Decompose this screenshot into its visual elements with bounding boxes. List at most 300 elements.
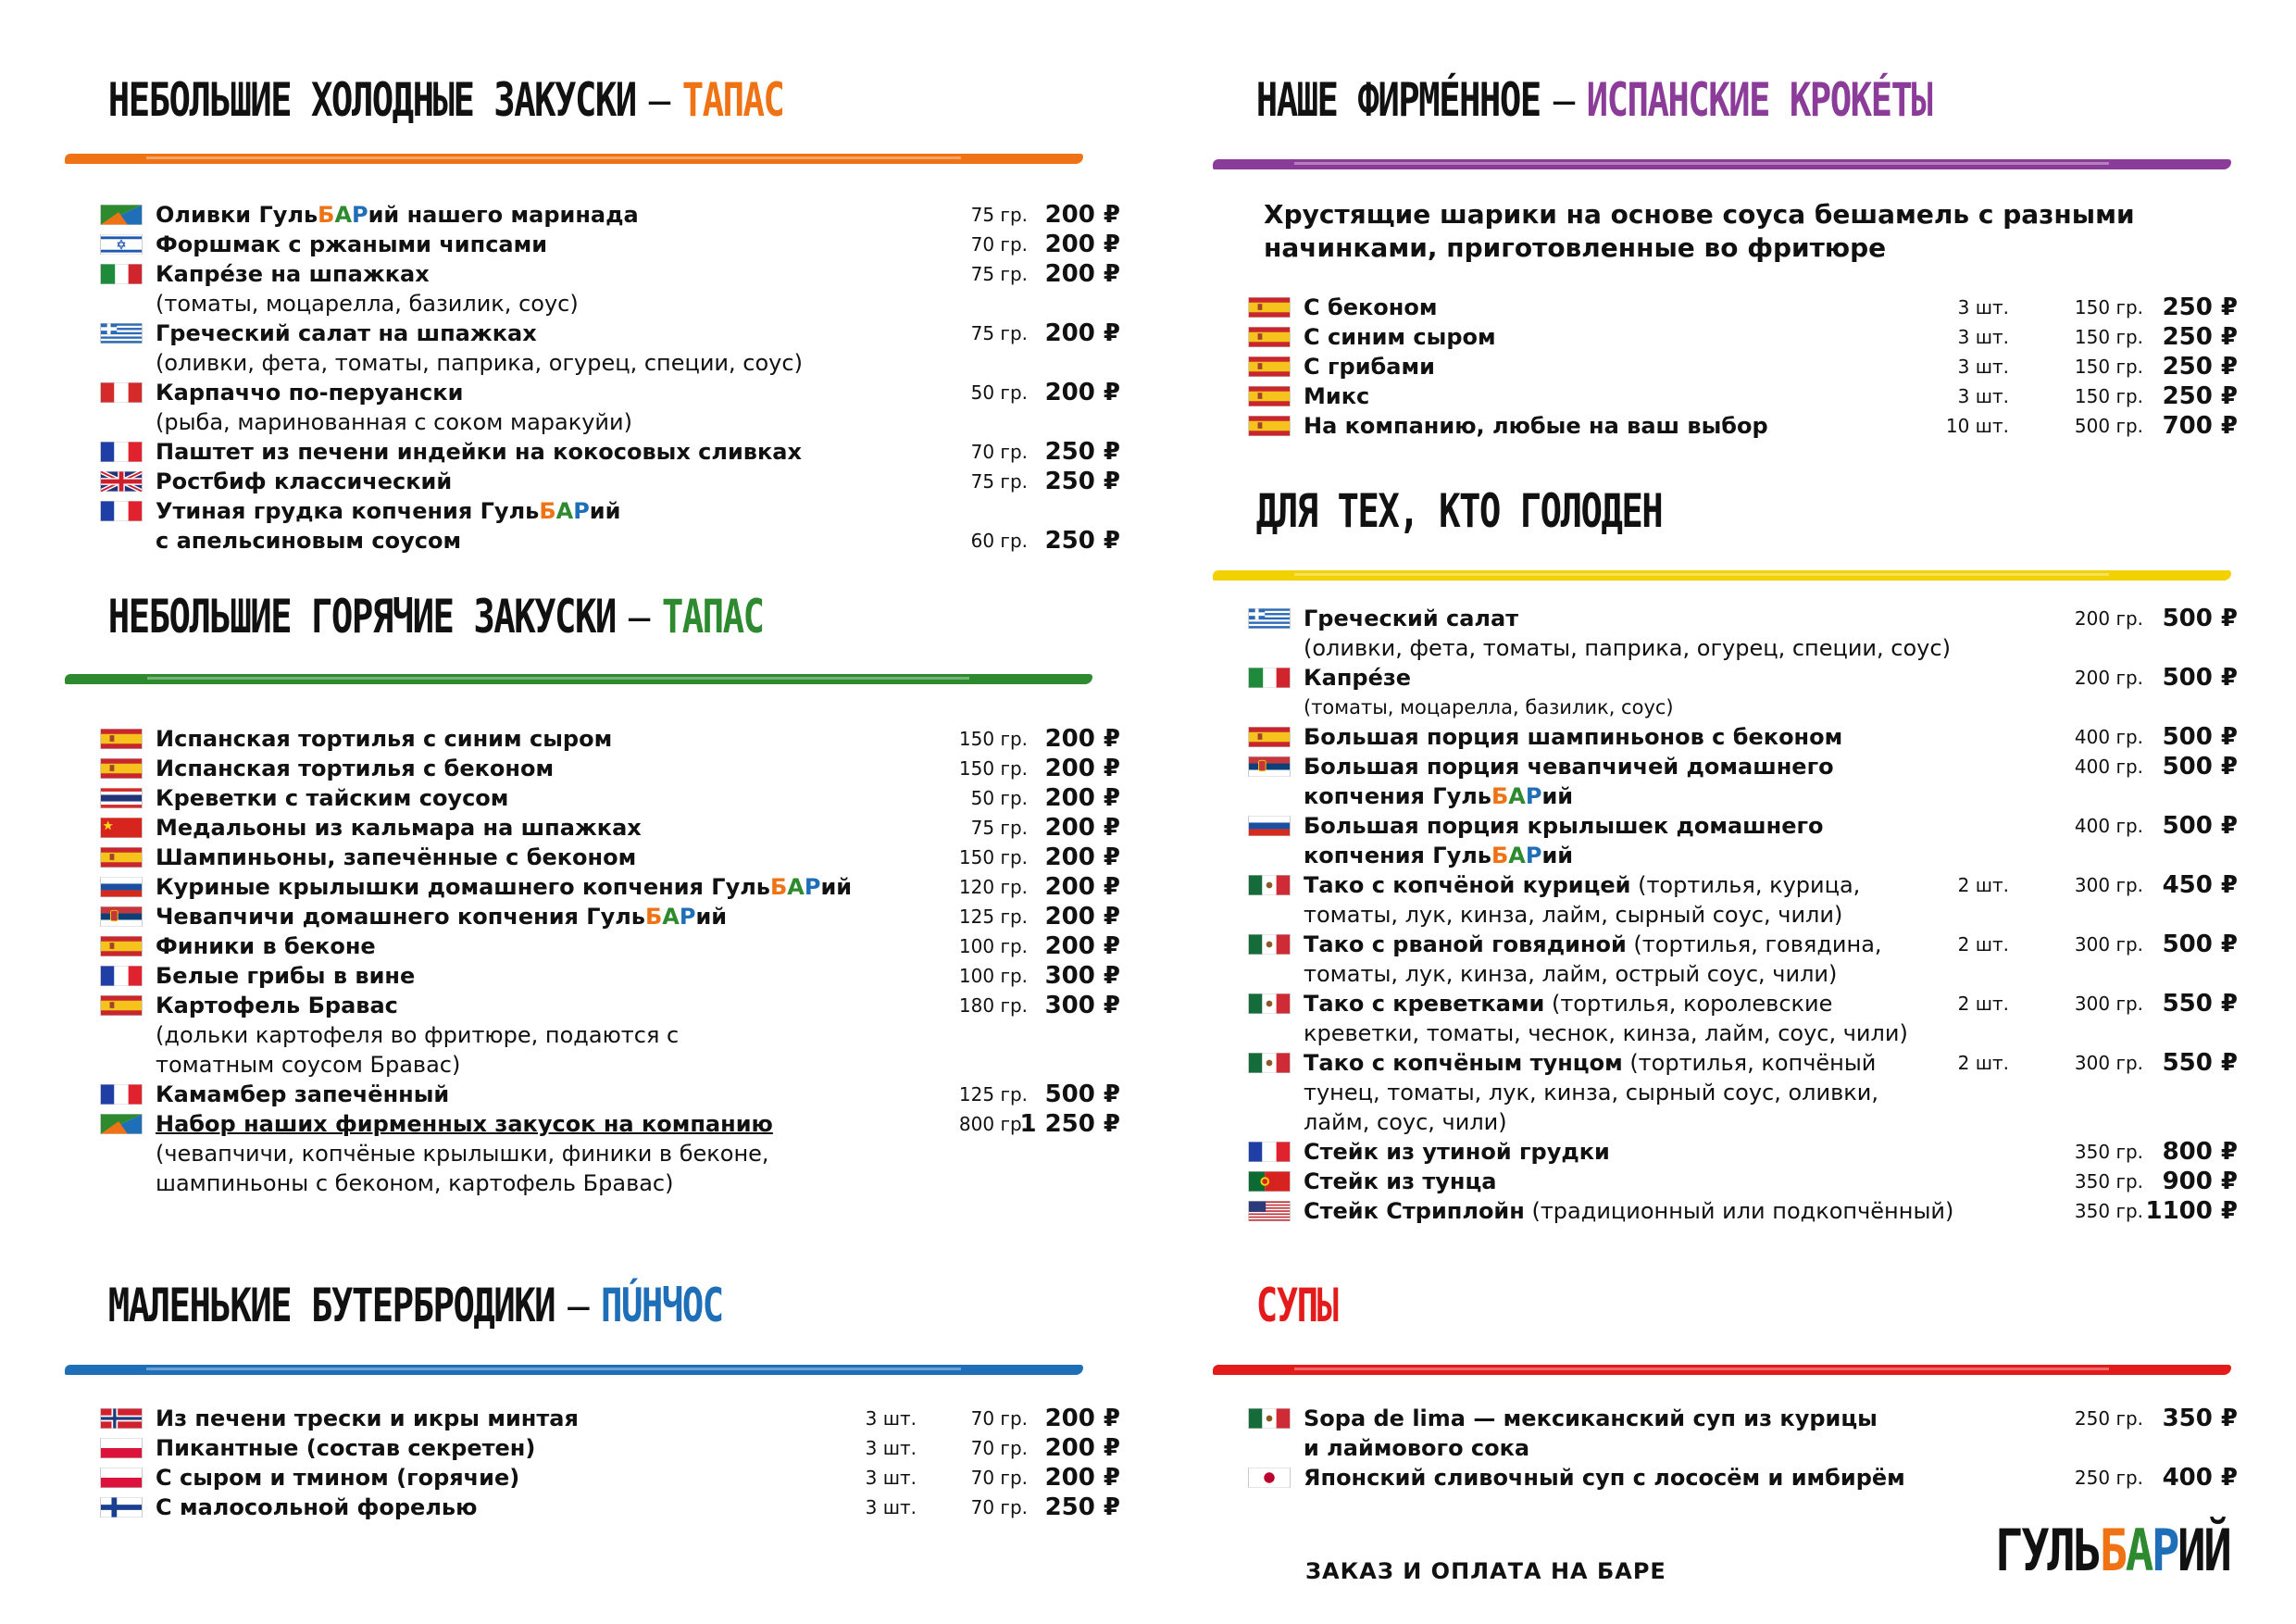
dish-price: 500 ₽	[2162, 664, 2238, 692]
dish-weight: 150 гр.	[958, 846, 1028, 868]
dish-name: Паштет из печени индейки на кокосовых сливках	[156, 439, 802, 465]
portugal-flag-icon	[1248, 1171, 1291, 1192]
menu-row	[1213, 752, 2240, 781]
menu-row	[65, 467, 1120, 496]
spain-flag-icon	[100, 847, 143, 868]
dish-weight: 70 гр.	[970, 1437, 1028, 1459]
dish-weight: 75 гр.	[970, 322, 1028, 344]
section-title	[1213, 1278, 2015, 1333]
menu-row	[65, 1463, 1120, 1493]
russia-flag-icon	[1248, 816, 1291, 836]
logo-part: Б	[2099, 1517, 2126, 1584]
section-title	[65, 1278, 859, 1333]
yellow-brush-divider	[1213, 570, 2231, 581]
menu-row	[65, 1433, 1120, 1463]
title-accent: ПÚНЧОС	[601, 1279, 723, 1332]
dish-weight: 200 гр.	[2074, 667, 2143, 689]
dish-name: Капрéзе на шпажках	[156, 261, 430, 287]
dish-name: Медальоны из кальмара на шпажках	[156, 815, 642, 841]
dish-name: копчения ГульБАРий	[1304, 783, 1574, 809]
dish-price: 200 ₽	[1044, 932, 1120, 960]
dish-name: Стейк Стриплойн (традиционный или подкопчённый)	[1304, 1198, 1954, 1224]
menu-row	[65, 259, 1120, 289]
dish-price: 500 ₽	[1044, 1081, 1120, 1108]
dish-price: 800 ₽	[2162, 1138, 2238, 1166]
dish-name: Капрéзе	[1304, 665, 1412, 691]
italy-flag-icon	[1248, 668, 1291, 688]
mexico-flag-icon	[1248, 1408, 1291, 1429]
dish-price: 200 ₽	[1044, 231, 1120, 258]
dish-weight: 70 гр.	[970, 441, 1028, 463]
brand-flag-icon	[100, 1114, 143, 1134]
dish-price: 200 ₽	[1044, 843, 1120, 871]
dish-name: Стейк из тунца	[1304, 1168, 1497, 1194]
dish-weight: 125 гр.	[958, 1083, 1028, 1106]
dish-name: Креветки с тайским соусом	[156, 785, 509, 811]
menu-row	[1213, 352, 2240, 381]
dish-name: Микс	[1304, 383, 1370, 409]
logo-part: А	[2125, 1517, 2152, 1584]
dish-quantity: 3 шт.	[1957, 296, 2009, 319]
dish-weight: 350 гр.	[2074, 1141, 2143, 1163]
dish-name: Чевапчичи домашнего копчения ГульБАРий	[156, 904, 728, 930]
serbia-flag-icon	[100, 906, 143, 927]
dish-name: Испанская тортилья с беконом	[156, 756, 555, 781]
menu-row	[1213, 811, 2240, 841]
dish-quantity: 10 шт.	[1945, 415, 2009, 437]
dish-price: 350 ₽	[2162, 1405, 2238, 1432]
dish-weight: 75 гр.	[970, 263, 1028, 285]
section-title	[1213, 483, 2015, 539]
title-main: МАЛЕНЬКИЕ БУТЕРБРОДИКИ	[107, 1279, 555, 1332]
dish-weight: 300 гр.	[2074, 874, 2143, 896]
dish-quantity: 3 шт.	[865, 1496, 917, 1518]
dish-weight: 150 гр.	[2074, 296, 2143, 319]
menu-list	[65, 200, 1120, 556]
logo-part: ИЙ	[2177, 1517, 2230, 1584]
intro-line: начинками, приготовленные во фритюре	[1264, 232, 1887, 263]
menu-row	[65, 526, 1120, 556]
spain-flag-icon	[1248, 727, 1291, 747]
dish-name: Японский сливочный суп с лососём и имбирём	[1304, 1465, 1905, 1491]
dish-name: Греческий салат	[1304, 606, 1519, 631]
menu-row	[1213, 1078, 2240, 1107]
menu-row	[1213, 1137, 2240, 1167]
dish-price: 200 ₽	[1044, 201, 1120, 229]
dish-description: (тортилья, королевские	[1544, 991, 1833, 1017]
peru-flag-icon	[100, 382, 143, 403]
menu-row	[1213, 1018, 2240, 1048]
dish-price: 250 ₽	[1044, 438, 1120, 466]
greece-flag-icon	[1248, 608, 1291, 629]
dish-name: с апельсиновым соусом	[156, 528, 462, 554]
logo-part: ГУЛЬ	[1995, 1517, 2100, 1584]
dish-price: 500 ₽	[2162, 605, 2238, 632]
dish-quantity: 2 шт.	[1957, 1052, 2009, 1074]
menu-row	[65, 872, 1120, 902]
dish-name: (томаты, моцарелла, базилик, соус)	[1304, 696, 1674, 718]
dish-name: Пикантные (состав секретен)	[156, 1435, 536, 1461]
dish-price: 200 ₽	[1044, 1464, 1120, 1492]
dish-weight: 200 гр.	[2074, 607, 2143, 630]
israel-flag-icon	[100, 234, 143, 255]
menu-row	[65, 378, 1120, 407]
dish-name: Стейк из утиной грудки	[1304, 1139, 1610, 1165]
dish-weight: 150 гр.	[958, 757, 1028, 780]
menu-row	[1213, 604, 2240, 633]
spain-flag-icon	[1248, 386, 1291, 406]
menu-list	[65, 724, 1120, 1198]
dish-weight: 100 гр.	[958, 935, 1028, 957]
menu-row	[1213, 1107, 2240, 1137]
dish-description: (тортилья, копчёный	[1622, 1050, 1877, 1076]
dish-weight: 800 гр.	[958, 1113, 1028, 1135]
italy-flag-icon	[100, 264, 143, 284]
dish-description: (тортилья, говядина,	[1626, 931, 1882, 957]
menu-row	[65, 1139, 1083, 1168]
menu-row	[65, 1404, 1120, 1433]
dish-weight: 350 гр.	[2074, 1170, 2143, 1193]
spain-flag-icon	[1248, 297, 1291, 318]
mexico-flag-icon	[1248, 1053, 1291, 1073]
dish-name: Куриные крылышки домашнего копчения ГульБАРий	[156, 874, 853, 900]
menu-row	[65, 902, 1120, 931]
dish-weight: 70 гр.	[970, 1467, 1028, 1489]
dish-name: томаты, лук, кинза, лайм, острый соус, чили)	[1304, 961, 1838, 987]
dish-quantity: 3 шт.	[865, 1467, 917, 1489]
france-flag-icon	[100, 501, 143, 521]
dish-price: 250 ₽	[2162, 353, 2238, 381]
dish-name: (чевапчичи, копчёные крылышки, финики в беконе,	[156, 1141, 769, 1167]
order-note: ЗАКАЗ И ОПЛАТА НА БАРЕ	[1305, 1558, 1666, 1584]
menu-row	[1213, 381, 2240, 411]
dish-name: Белые грибы в вине	[156, 963, 416, 989]
red-brush-divider	[1213, 1365, 2231, 1375]
menu-row	[65, 1020, 1083, 1050]
dish-name: С синим сыром	[1304, 324, 1496, 350]
menu-row	[1213, 900, 2240, 930]
dish-name: Тако с копчёной курицей (тортилья, курица,	[1304, 872, 1861, 898]
menu-row	[1213, 322, 2240, 352]
dish-name: (томаты, моцарелла, базилик, соус)	[156, 291, 579, 317]
dish-name: (рыба, маринованная с соком маракуйи)	[156, 409, 632, 435]
usa-flag-icon	[1248, 1201, 1291, 1221]
menu-row	[1213, 722, 2240, 752]
poland-flag-icon	[100, 1468, 143, 1488]
dish-name: Шампиньоны, запечённые с беконом	[156, 844, 637, 870]
menu-list	[65, 1404, 1120, 1522]
dish-weight: 70 гр.	[970, 233, 1028, 256]
dish-name: (оливки, фета, томаты, паприка, огурец, специи, соус)	[156, 350, 803, 376]
dish-name: Греческий салат на шпажках	[156, 320, 537, 346]
dish-description: (тортилья, курица,	[1630, 872, 1861, 898]
dish-price: 300 ₽	[1044, 962, 1120, 990]
dish-name: Тако с копчёным тунцом (тортилья, копчёный	[1304, 1050, 1877, 1076]
menu-row	[1213, 841, 2240, 870]
dish-name: Большая порция шампиньонов с беконом	[1304, 724, 1843, 750]
menu-row	[1213, 693, 2240, 722]
serbia-flag-icon	[1248, 756, 1291, 777]
menu-list	[1213, 293, 2240, 441]
title-accent: ТАПАС	[661, 590, 764, 643]
menu-row	[65, 843, 1120, 872]
dish-name: Карпаччо по-перуански	[156, 380, 464, 406]
spain-flag-icon	[1248, 416, 1291, 436]
france-flag-icon	[100, 442, 143, 462]
dish-name: Утиная грудка копчения ГульБАРий	[156, 498, 621, 524]
menu-row	[65, 961, 1120, 991]
title-dash: –	[628, 590, 649, 643]
mexico-flag-icon	[1248, 875, 1291, 895]
dish-price: 200 ₽	[1044, 260, 1120, 288]
menu-row	[65, 724, 1120, 754]
russia-flag-icon	[100, 877, 143, 897]
title-main: НЕБОЛЬШИЕ ХОЛОДНЫЕ ЗАКУСКИ	[107, 73, 636, 127]
dish-weight: 250 гр.	[2074, 1407, 2143, 1430]
menu-row	[65, 348, 1083, 378]
spain-flag-icon	[100, 758, 143, 779]
title-main: НАШЕ ФИРМÉННОЕ	[1255, 73, 1541, 127]
purple-brush-divider	[1213, 159, 2231, 169]
dish-name: Тако с рваной говядиной (тортилья, говядина,	[1304, 931, 1882, 957]
dish-price: 200 ₽	[1044, 1405, 1120, 1432]
dish-name: шампиньоны с беконом, картофель Бравас)	[156, 1170, 674, 1196]
france-flag-icon	[1248, 1142, 1291, 1162]
dish-quantity: 3 шт.	[865, 1407, 917, 1430]
dish-weight: 60 гр.	[970, 530, 1028, 552]
mexico-flag-icon	[1248, 993, 1291, 1014]
dish-price: 550 ₽	[2162, 1049, 2238, 1077]
menu-row	[1213, 1196, 2240, 1226]
japan-flag-icon	[1248, 1468, 1291, 1488]
dish-weight: 500 гр.	[2074, 415, 2143, 437]
menu-row	[65, 1080, 1120, 1109]
dish-name: (оливки, фета, томаты, паприка, огурец, специи, соус)	[1304, 635, 1951, 661]
section-title	[65, 589, 859, 644]
dish-name: Ростбиф классический	[156, 468, 453, 494]
menu-row	[65, 1109, 1120, 1139]
menu-row	[1213, 1404, 2240, 1433]
brand-flag-icon	[100, 205, 143, 225]
menu-row	[65, 813, 1120, 843]
menu-row	[1213, 1433, 2240, 1463]
dish-name: креветки, томаты, чеснок, кинза, лайм, соус, чили)	[1304, 1020, 1908, 1046]
dish-name: томатным соусом Бравас)	[156, 1052, 461, 1078]
menu-row	[65, 230, 1120, 259]
section-pinchos	[65, 1278, 1120, 1521]
dish-price: 500 ₽	[2162, 931, 2238, 958]
title-main: СУПЫ	[1255, 1279, 1338, 1332]
menu-row	[65, 783, 1120, 813]
dish-quantity: 3 шт.	[1957, 385, 2009, 407]
dish-weight: 50 гр.	[970, 381, 1028, 404]
menu-row	[65, 496, 1083, 526]
brand-logo	[1995, 1518, 2229, 1583]
section-hungry	[1213, 483, 2240, 1225]
menu-row	[65, 1493, 1120, 1522]
spain-flag-icon	[1248, 356, 1291, 377]
dish-price: 500 ₽	[2162, 723, 2238, 751]
menu-row	[1213, 1167, 2240, 1196]
dish-name: тунец, томаты, лук, кинза, сырный соус, оливки,	[1304, 1080, 1878, 1106]
dish-weight: 180 гр.	[958, 994, 1028, 1017]
menu-row	[1213, 959, 2240, 989]
menu-row	[1213, 1463, 2240, 1493]
dish-price: 500 ₽	[2162, 753, 2238, 781]
menu-row	[65, 407, 1083, 437]
dish-weight: 400 гр.	[2074, 726, 2143, 748]
dish-quantity: 2 шт.	[1957, 874, 2009, 896]
dish-price: 1 250 ₽	[1019, 1110, 1120, 1138]
dish-name: С грибами	[1304, 354, 1435, 380]
dish-name: Большая порция крылышек домашнего	[1304, 813, 1824, 839]
menu-row	[1213, 663, 2240, 693]
dish-name: Набор наших фирменных закусок на компанию	[156, 1111, 773, 1137]
dish-name: Тако с креветками (тортилья, королевские	[1304, 991, 1833, 1017]
dish-price: 250 ₽	[1044, 1493, 1120, 1521]
dish-name: С малосольной форелью	[156, 1494, 478, 1520]
menu-row	[65, 1168, 1083, 1198]
dish-price: 200 ₽	[1044, 379, 1120, 406]
dish-name: Большая порция чевапчичей домашнего	[1304, 754, 1834, 780]
dish-weight: 100 гр.	[958, 965, 1028, 987]
dish-weight: 350 гр.	[2074, 1200, 2143, 1222]
dish-price: 500 ₽	[2162, 812, 2238, 840]
dish-weight: 300 гр.	[2074, 993, 2143, 1015]
dish-weight: 125 гр.	[958, 906, 1028, 928]
dish-weight: 75 гр.	[970, 470, 1028, 493]
menu-row	[65, 289, 1083, 319]
dish-name: копчения ГульБАРий	[1304, 843, 1574, 868]
dish-price: 250 ₽	[1044, 527, 1120, 555]
dish-name: (дольки картофеля во фритюре, подаются с	[156, 1022, 680, 1048]
thailand-flag-icon	[100, 788, 143, 808]
menu-row	[1213, 633, 2240, 663]
dish-price: 250 ₽	[1044, 468, 1120, 495]
dish-price: 550 ₽	[2162, 990, 2238, 1018]
dish-weight: 50 гр.	[970, 787, 1028, 809]
dish-quantity: 3 шт.	[865, 1437, 917, 1459]
dish-name: Камамбер запечённый	[156, 1081, 450, 1107]
dish-price: 200 ₽	[1044, 1434, 1120, 1462]
dish-weight: 70 гр.	[970, 1496, 1028, 1518]
dish-name: Испанская тортилья с синим сыром	[156, 726, 613, 752]
dish-price: 200 ₽	[1044, 903, 1120, 931]
dish-weight: 120 гр.	[958, 876, 1028, 898]
section-title	[65, 72, 859, 128]
mexico-flag-icon	[1248, 934, 1291, 955]
norway-flag-icon	[100, 1408, 143, 1429]
dish-weight: 70 гр.	[970, 1407, 1028, 1430]
title-dash: –	[568, 1279, 589, 1332]
dish-price: 250 ₽	[2162, 294, 2238, 321]
title-dash: –	[1553, 73, 1574, 127]
dish-name: томаты, лук, кинза, лайм, сырный соус, чили)	[1304, 902, 1843, 928]
menu-list	[1213, 1404, 2240, 1493]
dish-name: Форшмак с ржаными чипсами	[156, 231, 548, 257]
section-croquettes	[1213, 72, 2240, 440]
croquettes-intro	[1264, 198, 2190, 265]
dish-weight: 250 гр.	[2074, 1467, 2143, 1489]
dish-price: 300 ₽	[1044, 992, 1120, 1019]
dish-price: 450 ₽	[2162, 871, 2238, 899]
menu-row	[65, 931, 1120, 961]
dish-quantity: 2 шт.	[1957, 993, 2009, 1015]
dish-price: 400 ₽	[2162, 1464, 2238, 1492]
menu-row	[65, 754, 1120, 783]
dish-weight: 75 гр.	[970, 204, 1028, 226]
menu-row	[1213, 293, 2240, 322]
menu-row	[1213, 870, 2240, 900]
menu-row	[65, 319, 1120, 348]
spain-flag-icon	[1248, 327, 1291, 347]
dish-quantity: 3 шт.	[1957, 326, 2009, 348]
menu-row	[1213, 411, 2240, 441]
dish-price: 200 ₽	[1044, 873, 1120, 901]
title-accent: ИСПАНСКИЕ КРОКÉТЫ	[1586, 73, 1932, 127]
menu-row	[65, 991, 1120, 1020]
dish-price: 200 ₽	[1044, 319, 1120, 347]
dish-name: Оливки ГульБАРий нашего маринада	[156, 202, 639, 228]
dish-weight: 150 гр.	[2074, 326, 2143, 348]
dish-name: С беконом	[1304, 294, 1438, 320]
dish-name: и лаймового сока	[1304, 1435, 1530, 1461]
menu-row	[65, 437, 1120, 467]
menu-row	[1213, 1048, 2240, 1078]
dish-weight: 75 гр.	[970, 817, 1028, 839]
dish-name: Картофель Бравас	[156, 993, 398, 1018]
china-flag-icon	[100, 818, 143, 838]
menu-list	[1213, 604, 2240, 1226]
finland-flag-icon	[100, 1497, 143, 1518]
title-dash: –	[648, 73, 669, 127]
france-flag-icon	[100, 1084, 143, 1105]
dish-price: 200 ₽	[1044, 755, 1120, 782]
menu-row	[1213, 781, 2240, 811]
section-cold-tapas	[65, 72, 1120, 555]
orange-brush-divider	[65, 154, 1083, 164]
dish-price: 250 ₽	[2162, 323, 2238, 351]
dish-name: Финики в беконе	[156, 933, 376, 959]
spain-flag-icon	[100, 995, 143, 1016]
menu-row	[1213, 989, 2240, 1018]
dish-quantity: 3 шт.	[1957, 356, 2009, 378]
dish-name: Из печени трески и икры минтая	[156, 1405, 579, 1431]
dish-quantity: 2 шт.	[1957, 933, 2009, 956]
dish-name: С сыром и тмином (горячие)	[156, 1465, 520, 1491]
uk-flag-icon	[100, 471, 143, 492]
dish-name: лайм, соус, чили)	[1304, 1109, 1507, 1135]
dish-weight: 400 гр.	[2074, 756, 2143, 778]
greece-flag-icon	[100, 323, 143, 344]
dish-name: На компанию, любые на ваш выбор	[1304, 413, 1768, 439]
dish-weight: 300 гр.	[2074, 1052, 2143, 1074]
dish-weight: 300 гр.	[2074, 933, 2143, 956]
dish-weight: 150 гр.	[958, 728, 1028, 750]
section-title	[1213, 72, 2015, 128]
dish-weight: 400 гр.	[2074, 815, 2143, 837]
title-accent: ТАПАС	[681, 73, 784, 127]
dish-weight: 150 гр.	[2074, 385, 2143, 407]
france-flag-icon	[100, 966, 143, 986]
blue-brush-divider	[65, 1365, 1083, 1375]
dish-price: 200 ₽	[1044, 725, 1120, 753]
section-soups	[1213, 1278, 2240, 1492]
intro-line: Хрустящие шарики на основе соуса бешамель с разными	[1264, 199, 2135, 230]
dish-price: 200 ₽	[1044, 784, 1120, 812]
menu-row	[1213, 930, 2240, 959]
dish-weight: 150 гр.	[2074, 356, 2143, 378]
